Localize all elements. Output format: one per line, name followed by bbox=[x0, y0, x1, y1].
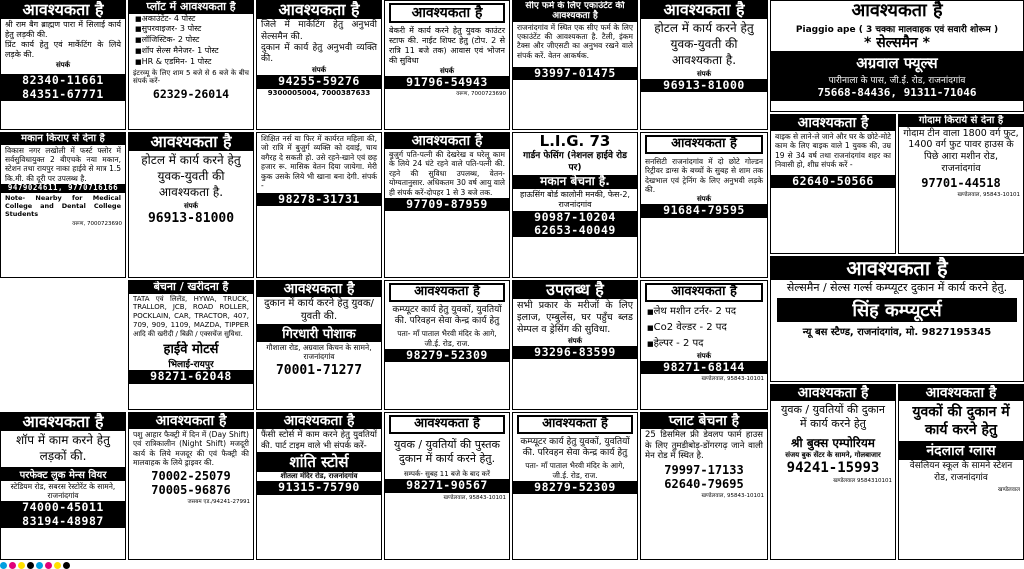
ad-perfect-look bbox=[0, 412, 126, 560]
ad-line: दुकान में कार्य हेतु अनुभवी व्यक्ति की. bbox=[261, 42, 377, 65]
agency-credit: खण्डेलवाल 9584310101 bbox=[833, 477, 892, 484]
business-name: अग्रवाल फ्यूल्स bbox=[856, 53, 938, 72]
ad-text: पशु आहार फैक्ट्री में दिन में (Day Shift) एवं रात्रिकालीन (Night Shift) मजदूरी कार्य के लिये मजदूर की एवं फैक्ट्री की मालवाहक के लिये ड्राइवर की. bbox=[133, 430, 249, 468]
ad-bike-helper bbox=[770, 114, 896, 254]
phone-number: 70002-25079 bbox=[151, 468, 231, 483]
registration-color-bar bbox=[0, 562, 72, 569]
ad-role: * सेल्समैन * bbox=[864, 34, 930, 51]
phone-number: 94241-15993 bbox=[786, 459, 880, 476]
ad-hotel-staff-1 bbox=[640, 0, 768, 130]
ad-text: सेल्समैन / सेल्स गर्ल्स कम्प्यूटर दुकान में कार्य करने हेतु. bbox=[786, 281, 1008, 294]
ad-elderly-care-couple bbox=[384, 132, 510, 278]
ad-text: कम्प्यूटर कार्य हेतु युवकों, युवतियों की. परिवहन सेवा केन्द्र कार्य हेतु bbox=[392, 304, 502, 327]
ad-heading: उपलब्ध है bbox=[513, 281, 637, 299]
list-item: ■ हेल्पर - 2 पद bbox=[647, 336, 761, 352]
ad-note: सम्पर्क- सुबह 11 बजे के बाद करें bbox=[404, 469, 490, 478]
ad-text: बाइक से लाने-ले जाने और घर के छोटे-मोटे काम के लिए बाइक वाले 1 युवक की, उम्र 19 से 34 वर्ष तथा राजनांदगांव शहर का निवासी हो, शीघ्र संपर्क करें - bbox=[775, 132, 891, 170]
ad-title: मकान बेचना है. bbox=[513, 175, 637, 189]
ad-house-rent bbox=[0, 132, 126, 278]
ad-heading: बेचना / खरीदना है bbox=[129, 281, 253, 294]
list-item: ■ Co2 वेल्डर - 2 पद bbox=[647, 320, 761, 336]
ad-heading: आवश्यकता है bbox=[771, 115, 895, 131]
ad-address: हाऊसिंग बोर्ड कालोनी मनकी, फेस-2, राजनांदगांव bbox=[520, 189, 630, 209]
phone-number: 62653-40049 bbox=[513, 224, 637, 237]
ad-text: कम्प्यूटर कार्य हेतु युवकों, युवतियों की. परिवहन सेवा केन्द्र कार्य हेतु bbox=[520, 436, 630, 459]
business-address: शीतला मंदिर रोड, राजनांदगांव bbox=[280, 472, 358, 481]
registration-dot bbox=[9, 562, 16, 569]
phone-number: 62640-79695 bbox=[664, 476, 744, 491]
phone-number: 75668-84436, 91311-71046 bbox=[817, 85, 977, 99]
phone-number: 91684-79595 bbox=[641, 204, 767, 217]
ad-computer-work-2 bbox=[512, 412, 638, 560]
contact-label: संपर्क bbox=[696, 70, 712, 79]
registration-dot bbox=[54, 562, 61, 569]
ad-girdhari-poshak bbox=[256, 280, 382, 410]
business-address: वेसलियन स्कूल के सामने स्टेशन रोड, राजनांदगांव bbox=[909, 461, 1013, 483]
ad-heading: सीए फर्म के लिए एकाउंटेंट की आवश्यकता है bbox=[513, 1, 637, 22]
vacancy-list bbox=[129, 14, 253, 68]
phone-number: 98278-31731 bbox=[257, 193, 381, 206]
business-name: शांति स्टोर्स bbox=[257, 452, 381, 472]
list-item: ■ सुपरवाइजर- 3 पोस्ट bbox=[135, 24, 247, 35]
ad-text: युवक / युवतियों की दुकान में कार्य करने हेतु bbox=[780, 403, 886, 431]
ad-hotel-staff-2 bbox=[128, 132, 254, 278]
business-address: स्टेडियम रोड, सबरस रेस्टोरेंट के सामने, राजनांदगांव bbox=[10, 481, 116, 500]
list-item: ■ शॉप सेल्स मैनेजर- 1 पोस्ट bbox=[135, 46, 247, 57]
ad-text: युवक / युवतियों की पुस्तक दुकान में कार्य करने हेतु. bbox=[393, 437, 501, 466]
ad-heading: आवश्यकता है bbox=[899, 385, 1023, 401]
contact-label: संपर्क bbox=[696, 195, 712, 204]
ad-heading: आवश्यकता है bbox=[645, 283, 763, 302]
ad-nandlal-glass bbox=[898, 384, 1024, 560]
ad-computer-work-1 bbox=[384, 280, 510, 410]
agency-credit: वरूण, 7000723690 bbox=[72, 221, 122, 227]
ad-shri-books bbox=[770, 384, 896, 560]
ad-text: विकास नगर लखोली में फर्स्ट फ्लोर में सर्वसुविधायुक्त 2 बीएचके नया मकान, स्टेशन तथा रायपुर नाका हाईवे से मात्र 1.5 कि.मी. की दूरी पर उपलब्ध है. bbox=[5, 145, 121, 183]
ad-heading: गोदाम किराये से देना है bbox=[899, 115, 1023, 127]
business-city: भिलाई-रायपुर bbox=[168, 360, 214, 371]
phone-number: 79997-17133 bbox=[664, 462, 744, 477]
ad-heading: आवश्यकता है bbox=[389, 283, 505, 302]
business-name: परफेक्ट लुक मेन्स वियर bbox=[1, 467, 125, 481]
ad-heading: आवश्यकता है bbox=[389, 3, 505, 23]
contact-label: संपर्क bbox=[696, 351, 712, 360]
registration-dot bbox=[27, 562, 34, 569]
phone-number: 70001-71277 bbox=[275, 362, 363, 378]
ad-text: सभी प्रकार के मरीजों के लिए इलाज, एम्बुलेंस, घर पहुँच ब्लड सेम्पल व ड्रेसिंग की सुविधा. bbox=[517, 300, 633, 336]
agency-credit: खण्डेलवाल, 95843-10101 bbox=[443, 494, 506, 501]
phone-number: 83194-48987 bbox=[1, 515, 125, 528]
ad-godown-rent bbox=[898, 114, 1024, 254]
phone-number: 74000-45011 bbox=[1, 501, 125, 514]
ad-line: श्री राम बैग ब्राह्मण पारा में सिलाई कार्य हेतु लड़की की. bbox=[5, 20, 121, 40]
ad-text: सनसिटी राजनांदगांव में दो छोटे गोल्डन रिट्रीवर डाग्स के बच्चों के सुबह से शाम तक देखभाल एवं ट्रेनिंग के लिए अनुभवी लड़के की. bbox=[645, 156, 763, 195]
ad-heading: आवश्यकता है bbox=[257, 281, 381, 297]
ad-address: पता- माँ पाताल भैरवी मंदिर के आगे, जी.ई. रोड, राज. bbox=[525, 461, 625, 480]
contact-label: संपर्क bbox=[183, 202, 199, 211]
ad-text: बुजुर्ग पति-पत्नी की देखरेख व घरेलू काम के लिये 24 घंटे रहने वाले पति-पत्नी की. रहने की सुविधा उपलब्ध, वेतन-योग्यतानुसार. अधिकतम 30 वर्ष आयु वाले ही संपर्क करें-दोपहर 1 से 3 बजे तक. bbox=[389, 150, 505, 197]
ad-address: पता- माँ पाताल भैरवी मंदिर के आगे, जी.ई. रोड, राज. bbox=[397, 329, 497, 348]
phone-number: 62329-26014 bbox=[152, 87, 230, 102]
phone-number: 98271-90567 bbox=[385, 479, 509, 492]
ad-text: फैंसी स्टोर्स में काम करने हेतु युवतियों की. पार्ट टाइम वाले भी संपर्क करें- bbox=[261, 430, 377, 451]
ad-plot-sale bbox=[640, 412, 768, 560]
ad-lig-house-sale bbox=[512, 132, 638, 278]
registration-dot bbox=[45, 562, 52, 569]
ad-text: शॉप में काम करने हेतु लड़कों की. bbox=[15, 433, 110, 463]
business-address: गौशाला रोड, अग्रवाल किचन के सामने, राजनांदगांव bbox=[266, 343, 372, 362]
ad-text: 25 डिसमिल फ्री डेवलप फार्म हाउस के लिए तुमडीबोड़-डोंगरगढ़ जाने वाली मेन रोड में स्थित है. bbox=[645, 430, 763, 462]
ad-text: शिक्षित नर्स या फिर में कार्यरत महिला की, जो रात्रि में बुजुर्ग व्यक्ति को दवाई, चाय वगैरह दे सकती हो. उसे रहने-खाने एवं छह हजार रू. मासिक वेतन दिया जायेगा. मेरी कुक उसके लिये भी खाना बना देगी. संपर्क - bbox=[261, 134, 377, 190]
phone-number: 96913-81000 bbox=[641, 79, 767, 92]
ad-heading: आवश्यकता है bbox=[129, 133, 253, 151]
ad-cattle-feed-factory bbox=[128, 412, 254, 560]
contact-label: संपर्क bbox=[439, 67, 455, 76]
ad-lathe-welder bbox=[640, 280, 768, 410]
phone-number: 91315-75790 bbox=[257, 481, 381, 494]
ad-heading: आवश्यकता है bbox=[257, 1, 381, 19]
list-item: ■ लॉजिस्टिक- 2 पोस्ट bbox=[135, 35, 247, 46]
ad-book-shop bbox=[384, 412, 510, 560]
ad-heading: आवश्यकता है bbox=[257, 413, 381, 429]
phone-number: 98271-62048 bbox=[129, 370, 253, 383]
ad-text: युवकों की दुकान में कार्य करने हेतु bbox=[912, 404, 1010, 439]
ad-nurse-wanted bbox=[256, 132, 382, 278]
ad-heading: आवश्यकता है bbox=[517, 415, 633, 434]
ad-note: Note- Nearby for Medical College and Dental College Students bbox=[5, 193, 121, 218]
ad-text: होटल में कार्य करने हेतु युवक-युवती की आवश्यकता है. bbox=[141, 153, 241, 199]
ad-text: राजनांदगांव में स्थित एक सीए फर्म के लिए एकाउंटेंट की आवश्यकता है. टैली, इंकम टैक्स और जीएसटी का अनुभव रखने वाले संपर्क करें. वेतन आकर्षक. bbox=[517, 22, 633, 60]
phone-number: 84351-67771 bbox=[1, 88, 125, 101]
ad-highway-motors bbox=[128, 280, 254, 410]
ad-heading: आवश्यकता है bbox=[1, 413, 125, 431]
contact-label: संपर्क bbox=[567, 337, 583, 346]
agency-credit: खण्डेलवाल bbox=[998, 486, 1020, 493]
list-item: ■ लेथ मशीन टर्नर- 2 पद bbox=[647, 304, 761, 320]
ad-ca-firm-accountant bbox=[512, 0, 638, 130]
ad-heading: आवश्यकता है bbox=[385, 133, 509, 149]
phone-number: 98279-52309 bbox=[513, 481, 637, 494]
phone-number: 91796-54943 bbox=[385, 76, 509, 89]
ad-heading: आवश्यकता है bbox=[641, 1, 767, 19]
ad-bakery-counter bbox=[384, 0, 510, 130]
phone-number: 97701-44518 bbox=[921, 176, 1001, 190]
ad-singh-computers bbox=[770, 256, 1024, 382]
ad-stitching-printing bbox=[0, 0, 126, 130]
ad-text: बेकरी में कार्य करने हेतु युवक काउंटर स्टाफ की. नाईट शिफ्ट हेतु (टोप. 2 से रात्रि 11 बजे तक) आवास एवं भोजन की सुविधा bbox=[389, 26, 505, 66]
contact-label: संपर्क bbox=[55, 61, 71, 70]
registration-dot bbox=[0, 562, 7, 569]
ad-text: दुकान में कार्य करने हेतु युवक/युवती की. bbox=[264, 298, 374, 322]
ad-line: जिले में मार्केटिंग हेतु अनुभवी सेल्समैन की. bbox=[261, 20, 377, 42]
phone-number: 82340-11661 bbox=[1, 74, 125, 87]
business-name: हाईवे मोटर्स bbox=[163, 342, 219, 358]
business-name: सिंह कम्प्यूटर्स bbox=[777, 298, 1017, 322]
phone-number: 97709-87959 bbox=[385, 198, 509, 211]
business-name: श्री बुक्स एम्पोरियम bbox=[791, 435, 875, 450]
phone-number: 62640-50566 bbox=[771, 175, 895, 188]
ad-shanti-stores bbox=[256, 412, 382, 560]
ad-heading: आवश्यकता है bbox=[771, 385, 895, 401]
ad-text: गोदाम टीन वाला 1800 वर्ग फुट, 1400 वर्ग फुट पावर हाउस के पिछे आरा मशीन रोड, राजनांदगांव bbox=[903, 127, 1019, 175]
registration-dot bbox=[36, 562, 43, 569]
ad-subtitle: गार्डन फेसिंग (नेशनल हाईवे रोड पर) bbox=[523, 151, 627, 173]
phone-number: 94255-59276 bbox=[257, 75, 381, 88]
phone-number: 98279-52309 bbox=[385, 349, 509, 362]
registration-dot bbox=[18, 562, 25, 569]
list-item: ■ HR & एडमिन- 1 पोस्ट bbox=[135, 57, 247, 68]
phone-number: 70005-96876 bbox=[151, 482, 231, 497]
list-item: ■ अकाउंटेंट- 4 पोस्ट bbox=[135, 14, 247, 25]
ad-heading: आवश्यकता है bbox=[129, 413, 253, 429]
agency-credit: जसबम एड./94241-27991 bbox=[187, 498, 250, 505]
phone-number: 90987-10204 bbox=[513, 211, 637, 224]
phone-number: 96913-81000 bbox=[147, 211, 235, 227]
phone-number: 93296-83599 bbox=[513, 346, 637, 359]
ad-text: TATA एवं लिलेंड, HYWA, TRUCK, TRALLOR, JCB, ROAD ROLLER, POCKLAIN, CAR, TRACTOR, 407, 709, 909, 1109, MAZDA, TIPPER आदि की खरीदी / बिक्री / एक्सचेंज सुविधा. bbox=[133, 294, 249, 338]
phone-number: 98271-68144 bbox=[641, 361, 767, 374]
ad-text: होटल में कार्य करने हेतु युवक-युवती की आवश्यकता है. bbox=[654, 21, 754, 67]
business-address: संजय बुक सेंटर के सामने, गोलबाजार bbox=[785, 450, 881, 459]
ad-heading: आवश्यकता है bbox=[771, 257, 1023, 280]
ad-agrawal-fuels bbox=[770, 0, 1024, 112]
ad-heading: आवश्यकता है bbox=[1, 1, 125, 19]
agency-credit: खण्डेलवाल, 95843-10101 bbox=[701, 492, 764, 499]
business-name: नंदलाल ग्लास bbox=[899, 441, 1023, 460]
phone-number: 93997-01475 bbox=[513, 67, 637, 80]
ad-medical-services bbox=[512, 280, 638, 410]
ad-heading: प्लाट बेचना है bbox=[641, 413, 767, 429]
ad-heading: प्लॉट में आवश्यकता है bbox=[129, 1, 253, 14]
vacancy-list bbox=[641, 304, 767, 352]
ad-heading: आवश्यकता है bbox=[389, 415, 505, 434]
ad-dog-caretaker bbox=[640, 132, 768, 278]
ad-line: प्रिंट कार्य हेतु एवं मार्केटिंग के लिये लड़के की. bbox=[5, 40, 121, 60]
phone-number: 9479024611, 9770716166 bbox=[1, 184, 125, 193]
phone-secondary: 9300005004, 7000387633 bbox=[267, 88, 371, 97]
agency-credit: वरूण, 7000723690 bbox=[456, 91, 506, 98]
ad-heading: L.I.G. 73 bbox=[539, 132, 611, 150]
ad-heading: आवश्यकता है bbox=[851, 0, 943, 21]
ad-marketing-salesman bbox=[256, 0, 382, 130]
ad-note: इंटरव्यू के लिए शाम 5 बजे से 6 बजे के बीच संपर्क करें- bbox=[133, 68, 249, 86]
ad-brand: Piaggio ape ( 3 चक्का मालवाहक एवं सवारी शोरूम ) bbox=[795, 24, 999, 35]
business-name: गिरधारी पोशाक bbox=[257, 324, 381, 342]
agency-credit: खण्डेलवाल, 95843-10101 bbox=[701, 376, 764, 383]
business-address: पारीनाला के पास, जी.ई. रोड, राजनांदगांव bbox=[828, 75, 966, 86]
agency-credit: खण्डेलवाल, 95843-10101 bbox=[957, 192, 1020, 198]
ad-heading: मकान किराए से देना है bbox=[1, 133, 125, 145]
ad-heading: आवश्यकता है bbox=[645, 135, 763, 154]
ad-plant-vacancies bbox=[128, 0, 254, 130]
business-address: न्यू बस स्टैण्ड, राजनांदगांव, मो. 9827195345 bbox=[802, 326, 992, 338]
contact-label: संपर्क bbox=[311, 66, 327, 75]
registration-dot bbox=[63, 562, 70, 569]
